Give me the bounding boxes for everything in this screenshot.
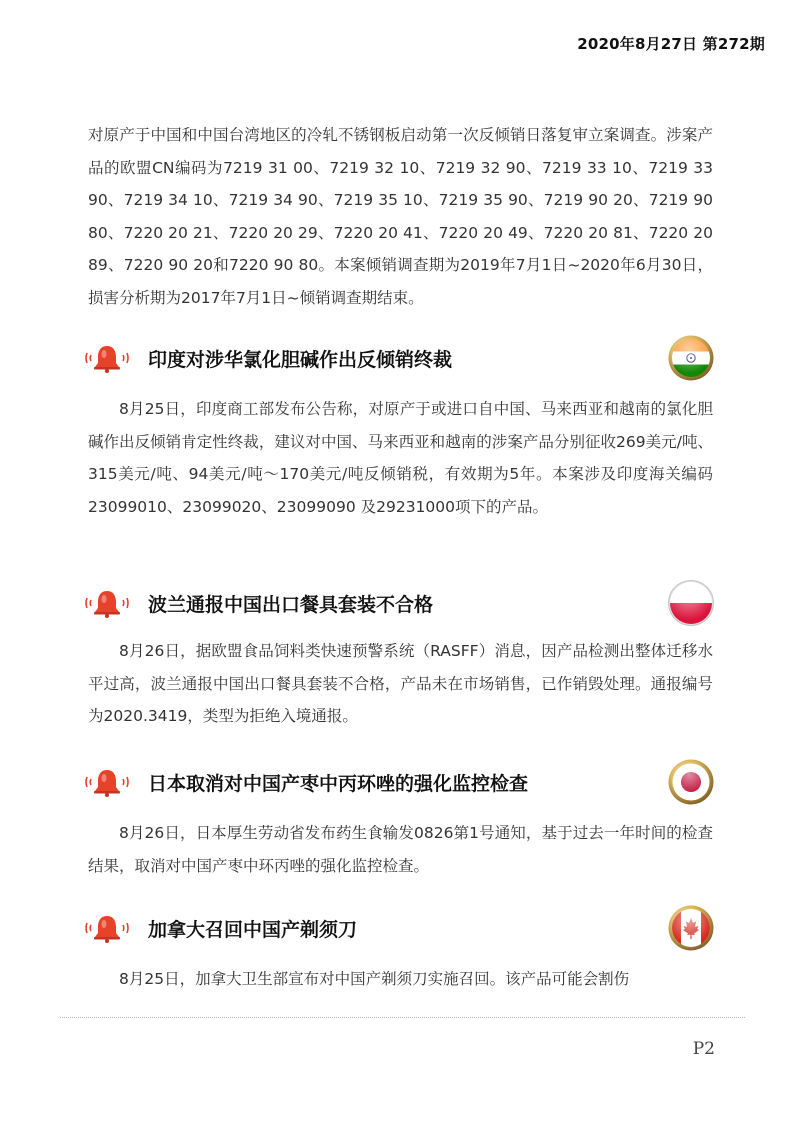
section-body-poland: 8月26日，据欧盟食品饲料类快速预警系统（RASFF）消息，因产品检测出整体迁移水平过高，波兰通报中国出口餐具套装不合格，产品未在市场销售，已作销毁处理。通报编号为2020.3419，类型为拒绝入境通报。 [88,642,713,725]
section-title: 波兰通报中国出口餐具套装不合格 [148,594,434,616]
bell-icon [84,913,130,943]
poland-flag-icon [668,580,714,626]
issue-date: 2020年8月27日 第272期 [577,35,765,53]
section-header-india [84,335,714,383]
section-title: 印度对涉华氯化胆碱作出反倾销终裁 [148,349,453,371]
bell-icon [84,588,130,618]
section-header-poland [84,580,714,628]
page-number: P2 [692,1039,715,1059]
section-body-india: 8月25日，印度商工部发布公告称，对原产于或进口自中国、马来西亚和越南的氯化胆碱作出反倾销肯定性终裁，建议对中国、马来西亚和越南的涉案产品分别征收269美元/吨、315美元/吨、94美元/吨～170美元/吨反倾销税，有效期为5年。本案涉及印度海关编码23099010、23099020、23099090 及29231000项下的产品。 [88,400,713,516]
section-body-canada: 8月25日，加拿大卫生部宣布对中国产剃须刀实施召回。该产品可能会割伤 [119,970,630,988]
section-body-japan: 8月26日，日本厚生劳动省发布药生食输发0826第1号通知，基于过去一年时间的检查结果，取消对中国产枣中环丙唑的强化监控检查。 [88,824,713,875]
footer-divider [60,1017,745,1018]
intro-paragraph: 对原产于中国和中国台湾地区的冷轧不锈钢板启动第一次反倾销日落复审立案调查。涉案产品的欧盟CN编码为7219 31 00、7219 32 10、7219 32 90、7219 33 10、7219 33 90、7219 34 10、7219 34 90、7219 35 10、7219 35 90、7219 90 20、7219 90 80、7220 20 21、7220 20 29、7220 20 41、7220 20 49、7220 20 81、7220 20 89、7220 90 20和7220 90 80。本案倾销调查期为2019年7月1日~2020年6月30日，损害分析期为2017年7月1日~倾销调查期结束。 [88,126,713,307]
canada-flag-icon [668,905,714,951]
bell-icon [84,343,130,373]
bell-icon [84,767,130,797]
india-flag-icon [668,335,714,381]
section-header-canada [84,905,714,953]
section-title: 日本取消对中国产枣中丙环唑的强化监控检查 [148,773,529,795]
section-header-japan [84,759,714,807]
section-title: 加拿大召回中国产剃须刀 [148,919,358,941]
japan-flag-icon [668,759,714,805]
